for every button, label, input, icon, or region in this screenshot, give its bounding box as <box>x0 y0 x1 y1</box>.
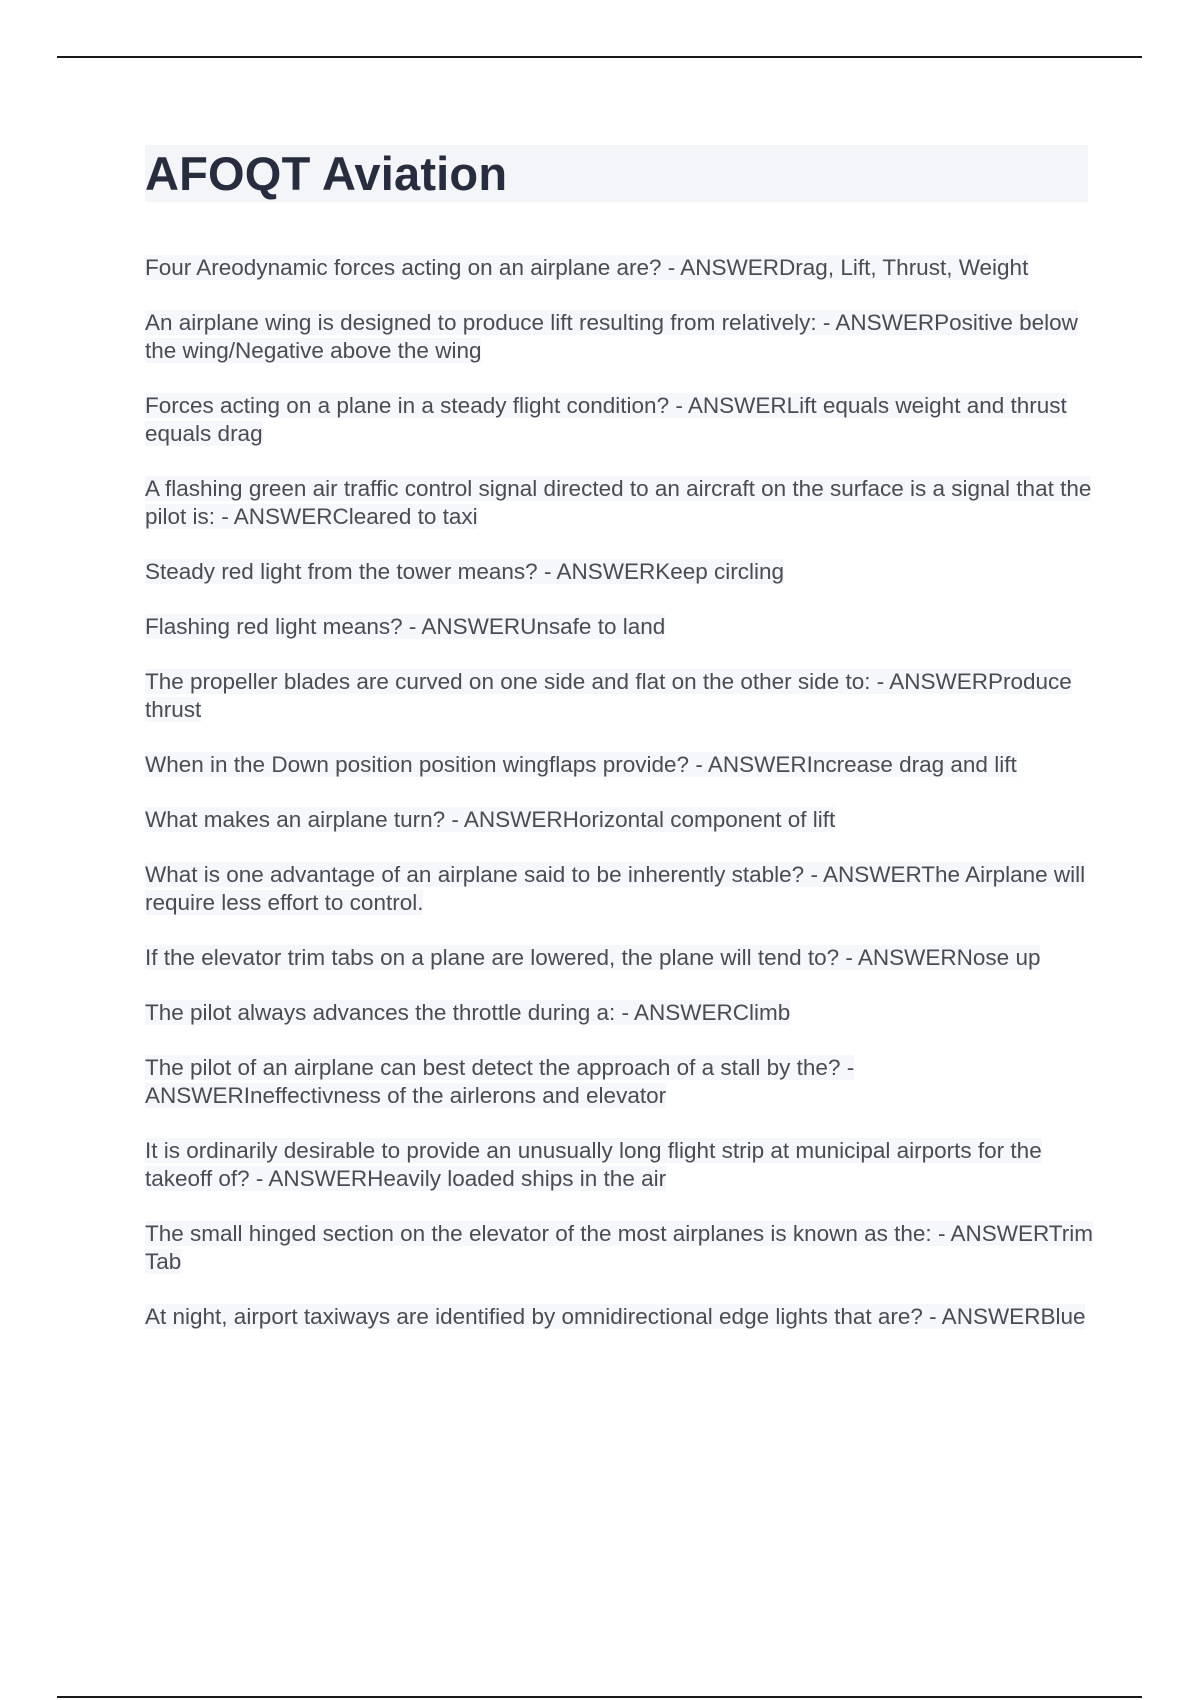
qa-item <box>145 751 1095 779</box>
qa-text: If the elevator trim tabs on a plane are lowered, the plane will tend to? - ANSWERNose up <box>145 945 1041 970</box>
qa-text: At night, airport taxiways are identified by omnidirectional edge lights that are? - ANSWERBlue <box>145 1304 1086 1329</box>
qa-item <box>145 392 1095 448</box>
qa-item <box>145 861 1095 917</box>
qa-item <box>145 558 1095 586</box>
qa-item <box>145 1303 1095 1331</box>
qa-text: What is one advantage of an airplane said to be inherently stable? - ANSWERThe Airplane will require less effort to control. <box>145 862 1086 915</box>
qa-text: What makes an airplane turn? - ANSWERHorizontal component of lift <box>145 807 836 832</box>
qa-item <box>145 806 1095 834</box>
qa-text: The pilot of an airplane can best detect the approach of a stall by the? - ANSWERIneffectivness of the airlerons and elevator <box>145 1055 855 1108</box>
qa-item <box>145 1054 1095 1110</box>
qa-text: The small hinged section on the elevator of the most airplanes is known as the: - ANSWERTrim Tab <box>145 1221 1093 1274</box>
qa-text: Steady red light from the tower means? - ANSWERKeep circling <box>145 559 785 584</box>
qa-item <box>145 999 1095 1027</box>
qa-text: It is ordinarily desirable to provide an unusually long flight strip at municipal airports for the takeoff of? - ANSWERHeavily loaded ships in the air <box>145 1138 1042 1191</box>
qa-text: When in the Down position position wingflaps provide? - ANSWERIncrease drag and lift <box>145 752 1017 777</box>
qa-text: Flashing red light means? - ANSWERUnsafe to land <box>145 614 666 639</box>
qa-item <box>145 309 1095 365</box>
qa-text: An airplane wing is designed to produce lift resulting from relatively: - ANSWERPositive below the wing/Negative above the wing <box>145 310 1078 363</box>
qa-item <box>145 254 1095 282</box>
qa-item <box>145 668 1095 724</box>
page-title: AFOQT Aviation <box>145 147 508 200</box>
qa-item <box>145 1137 1095 1193</box>
top-divider <box>57 56 1142 58</box>
qa-text: The pilot always advances the throttle during a: - ANSWERClimb <box>145 1000 791 1025</box>
qa-text: Forces acting on a plane in a steady flight condition? - ANSWERLift equals weight and thrust equals drag <box>145 393 1067 446</box>
qa-item <box>145 613 1095 641</box>
qa-text: A flashing green air traffic control signal directed to an aircraft on the surface is a signal that the pilot is: - ANSWERCleared to taxi <box>145 476 1092 529</box>
qa-list <box>145 254 1095 1358</box>
qa-text: Four Areodynamic forces acting on an airplane are? - ANSWERDrag, Lift, Thrust, Weight <box>145 255 1029 280</box>
qa-item <box>145 475 1095 531</box>
qa-item <box>145 944 1095 972</box>
qa-item <box>145 1220 1095 1276</box>
qa-text: The propeller blades are curved on one side and flat on the other side to: - ANSWERProduce thrust <box>145 669 1072 722</box>
bottom-divider <box>57 1696 1142 1698</box>
